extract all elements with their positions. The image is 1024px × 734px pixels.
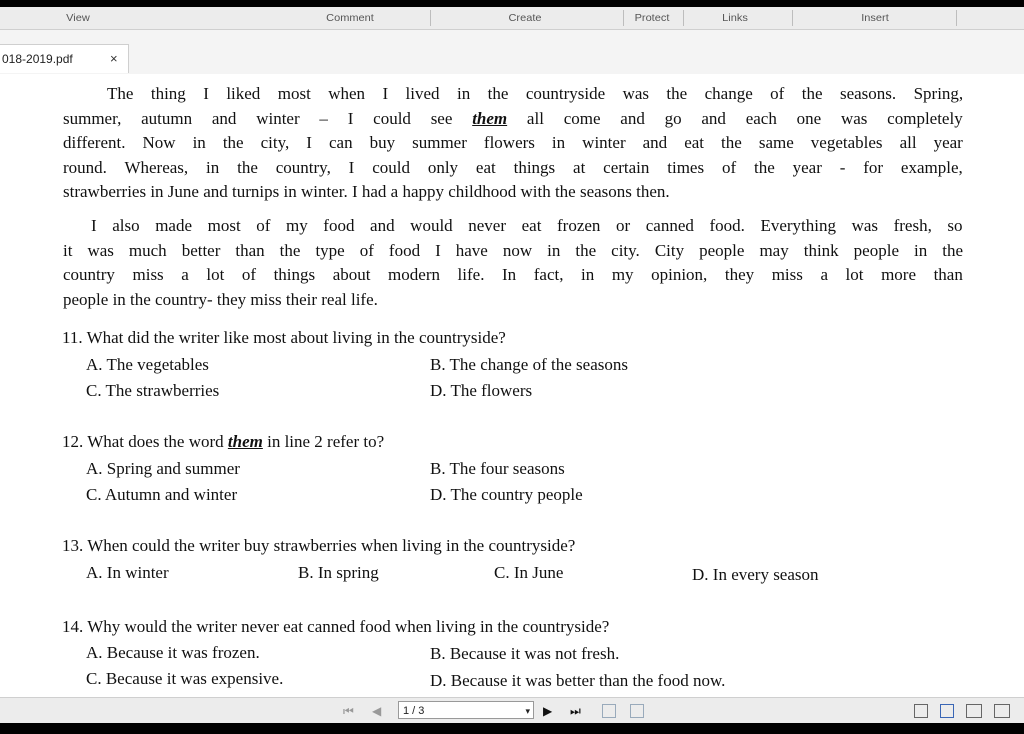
- menu-create[interactable]: Create: [508, 12, 542, 24]
- page-number-value: 1 / 3: [403, 705, 425, 717]
- menu-protect[interactable]: Protect: [634, 12, 670, 24]
- option-11-a: A. The vegetables: [86, 355, 209, 374]
- option-13-c: C. In June: [494, 563, 564, 582]
- previous-page-icon[interactable]: ◀: [372, 704, 382, 718]
- document-tab-label: 018-2019.pdf: [2, 52, 73, 66]
- chevron-down-icon[interactable]: ▾: [525, 706, 530, 716]
- passage-paragraph-1: [63, 82, 963, 205]
- passage-text: summer, autumn and winter – I could see: [63, 108, 473, 128]
- option-14-d: D. Because it was better than the food now.: [430, 671, 726, 690]
- option-11-d: D. The flowers: [430, 381, 533, 400]
- question-number: 13.: [62, 536, 84, 555]
- menu-links[interactable]: Links: [722, 12, 748, 24]
- option-12-d: D. The country people: [430, 485, 583, 504]
- option-13-d: D. In every season: [692, 565, 819, 584]
- passage-line: [63, 107, 963, 132]
- passage-line: it was much better than the type of food I have now in the city. City people may think people in the: [63, 240, 964, 260]
- two-page-continuous-view-icon[interactable]: [994, 704, 1010, 718]
- question-number: 14.: [62, 617, 84, 636]
- option-12-b: B. The four seasons: [430, 459, 565, 478]
- passage-line: people in the country- they miss their real life.: [63, 289, 378, 309]
- menu-bar: [0, 7, 1024, 30]
- option-11-b: B. The change of the seasons: [430, 355, 628, 374]
- question-13: [62, 534, 575, 559]
- continuous-view-icon[interactable]: [940, 704, 954, 718]
- question-12: [62, 430, 384, 455]
- page-number-input[interactable]: [398, 701, 534, 719]
- option-14-b: B. Because it was not fresh.: [430, 644, 620, 663]
- menu-view[interactable]: View: [66, 12, 90, 24]
- menu-separator: [792, 10, 793, 26]
- two-page-view-icon[interactable]: [966, 704, 982, 718]
- menu-insert[interactable]: Insert: [861, 12, 889, 24]
- question-text: Why would the writer never eat canned food when living in the countryside?: [87, 617, 610, 636]
- option-11-c: C. The strawberries: [86, 381, 220, 400]
- underlined-word: them: [227, 432, 263, 451]
- next-view-icon[interactable]: [630, 704, 644, 718]
- pdf-viewer-window: [0, 7, 1024, 723]
- document-tab[interactable]: [0, 44, 129, 73]
- single-page-view-icon[interactable]: [914, 704, 928, 718]
- menu-separator: [430, 10, 431, 26]
- last-page-icon[interactable]: ⏭: [570, 704, 581, 718]
- question-text: What does the word: [87, 432, 228, 451]
- menu-separator: [956, 10, 957, 26]
- question-text: When could the writer buy strawberries when living in the countryside?: [87, 536, 576, 555]
- question-number: 12.: [62, 432, 84, 451]
- question-text: in line 2 refer to?: [262, 432, 385, 451]
- passage-line: The thing I liked most when I lived in the countryside was the change of the seasons. Spring,: [107, 84, 964, 103]
- passage-line: strawberries in June and turnips in winter. I had a happy childhood with the seasons then.: [63, 182, 670, 201]
- option-12-c: C. Autumn and winter: [86, 485, 238, 504]
- next-page-icon[interactable]: ▶: [543, 704, 553, 718]
- option-14-c: C. Because it was expensive.: [86, 669, 284, 688]
- close-icon[interactable]: ×: [110, 51, 118, 66]
- menu-separator: [683, 10, 684, 26]
- option-12-a: A. Spring and summer: [86, 459, 240, 478]
- question-text: What did the writer like most about living in the countryside?: [86, 328, 506, 347]
- underlined-word: them: [472, 108, 508, 128]
- option-13-a: A. In winter: [86, 563, 169, 582]
- tab-strip: [0, 30, 1024, 74]
- navigation-toolbar: [0, 697, 1024, 723]
- document-page: [0, 74, 1024, 694]
- option-14-a: A. Because it was frozen.: [86, 643, 260, 662]
- menu-separator: [623, 10, 624, 26]
- passage-line: round. Whereas, in the country, I could only eat things at certain times of the year - for example,: [63, 157, 963, 177]
- previous-view-icon[interactable]: [602, 704, 616, 718]
- passage-line: I also made most of my food and would never eat frozen or canned food. Everything was fresh, so: [91, 216, 963, 235]
- question-number: 11.: [62, 328, 83, 347]
- first-page-icon[interactable]: ⏮: [343, 704, 354, 718]
- option-13-b: B. In spring: [298, 563, 379, 582]
- passage-line: country miss a lot of things about modern life. In fact, in my opinion, they miss a lot more than: [63, 265, 963, 284]
- passage-text: all come and go and each one was completely: [507, 108, 963, 128]
- passage-line: different. Now in the city, I can buy summer flowers in winter and eat the same vegetables all year: [63, 133, 963, 152]
- menu-comment[interactable]: Comment: [326, 12, 374, 24]
- question-11: [62, 326, 506, 351]
- question-14: [62, 615, 609, 640]
- passage-paragraph-2: [63, 214, 963, 312]
